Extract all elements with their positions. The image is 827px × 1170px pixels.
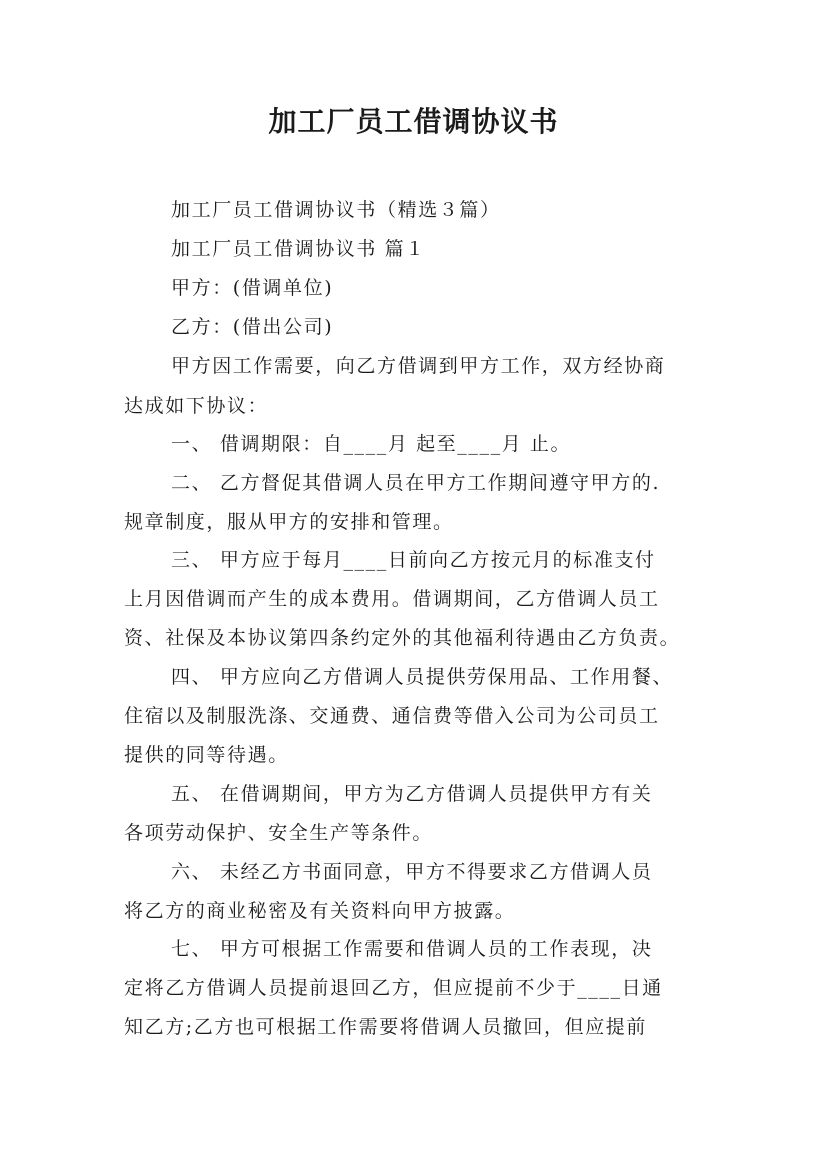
clause-6-line: 六、 未经乙方书面同意，甲方不得要求乙方借调人员	[171, 861, 653, 883]
party-a-line: 甲方：(借调单位)	[171, 277, 334, 299]
clause-7-line: 定将乙方借调人员提前退回乙方，但应提前不少于____日通	[124, 977, 663, 999]
clause-2-line: 规章制度，服从甲方的安排和管理。	[124, 511, 454, 533]
clause-5-line: 各项劳动保护、安全生产等条件。	[124, 822, 434, 844]
clause-1-line: 一、 借调期限：自____月 起至____月 止。	[171, 433, 572, 455]
clause-7-line: 知乙方;乙方也可根据工作需要将借调人员撤回，但应提前	[124, 1016, 648, 1038]
clause-4-line: 提供的同等待遇。	[124, 744, 289, 766]
clause-4-line: 住宿以及制服洗涤、交通费、通信费等借入公司为公司员工	[124, 705, 660, 727]
intro-paragraph-line: 达成如下协议：	[124, 395, 269, 417]
party-b-line: 乙方：(借出公司)	[171, 316, 334, 338]
section-heading: 加工厂员工借调协议书 篇１	[171, 238, 426, 260]
clause-4-line: 四、 甲方应向乙方借调人员提供劳保用品、工作用餐、	[171, 666, 674, 688]
clause-3-line: 三、 甲方应于每月____日前向乙方按元月的标准支付	[171, 549, 656, 571]
document-title: 加工厂员工借调协议书	[268, 105, 559, 138]
intro-paragraph-line: 甲方因工作需要，向乙方借调到甲方工作，双方经协商	[171, 355, 666, 377]
clause-7-line: 七、 甲方可根据工作需要和借调人员的工作表现，决	[171, 938, 653, 960]
clause-3-line: 资、社保及本协议第四条约定外的其他福利待遇由乙方负责。	[124, 627, 681, 649]
subtitle-line: 加工厂员工借调协议书（精选３篇）	[171, 199, 501, 221]
clause-5-line: 五、 在借调期间，甲方为乙方借调人员提供甲方有关	[171, 783, 653, 805]
clause-3-line: 上月因借调而产生的成本费用。借调期间，乙方借调人员工	[124, 588, 660, 610]
clause-6-line: 将乙方的商业秘密及有关资料向甲方披露。	[124, 900, 516, 922]
clause-2-line: 二、 乙方督促其借调人员在甲方工作期间遵守甲方的.	[171, 472, 661, 494]
